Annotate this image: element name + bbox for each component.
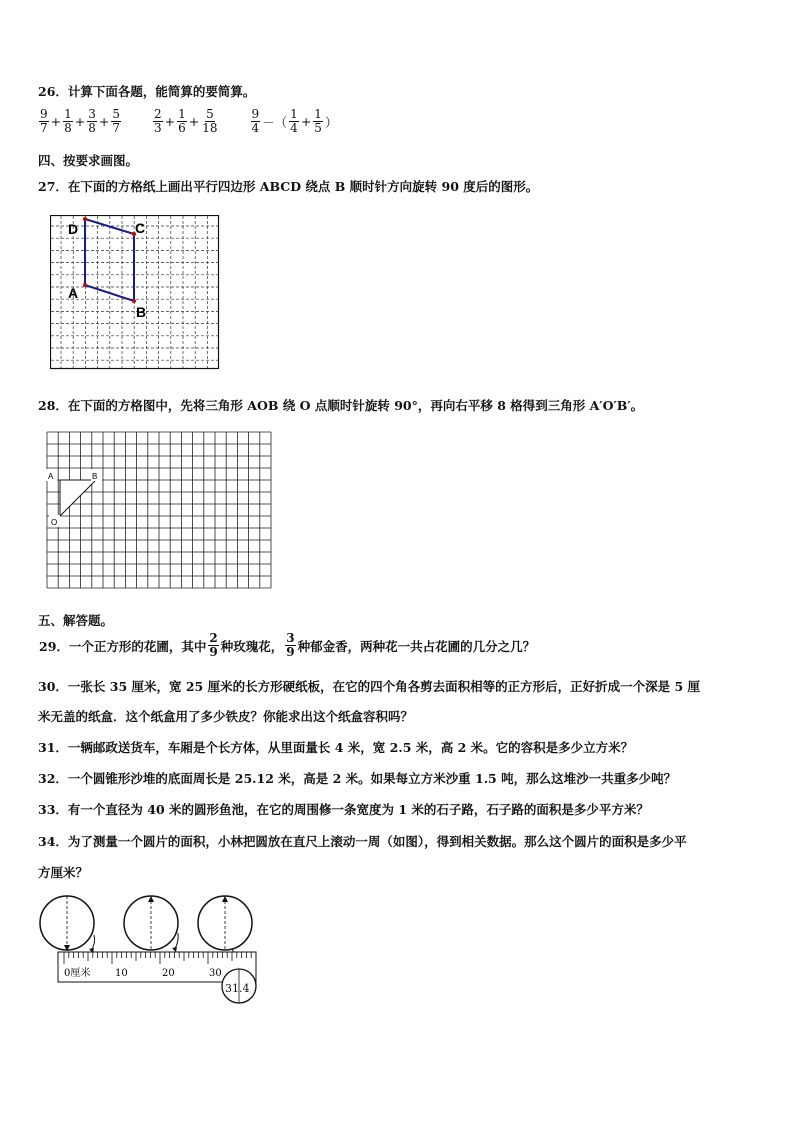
q26-expressions bbox=[38, 106, 364, 135]
section-5-heading: 五、解答题。 bbox=[38, 613, 114, 628]
vertex-label-b: B bbox=[136, 304, 147, 320]
vertex-label-o: O bbox=[51, 518, 58, 527]
vertex-label-a: A bbox=[48, 472, 54, 481]
ruler-label-30: 30 bbox=[209, 968, 222, 979]
ruler-label-20: 20 bbox=[162, 968, 175, 979]
q34-ruler-figure bbox=[36, 893, 266, 1013]
q26-heading: 26．计算下面各题，能简算的要简算。 bbox=[38, 84, 256, 99]
q34-line1: 34．为了测量一个圆片的面积，小林把圆放在直尺上滚动一周（如图），得到相关数据。那么这个圆片的面积是多少平 bbox=[38, 834, 687, 849]
vertex-label-a: A bbox=[68, 285, 79, 301]
q32-text: 32．一个圆锥形沙堆的底面周长是 25.12 米，高是 2 米。如果每立方米沙重 1.5 吨，那么这堆沙一共重多少吨？ bbox=[38, 771, 677, 786]
ruler-end-label: 31.4 bbox=[225, 982, 250, 995]
q31-text: 31．一辆邮政送货车，车厢是个长方体，从里面量长 4 米，宽 2.5 米，高 2 米。它的容积是多少立方米？ bbox=[38, 740, 634, 755]
q34-line2: 方厘米？ bbox=[38, 865, 89, 880]
q28-grid-figure bbox=[45, 431, 273, 589]
section-4-heading: 四、按要求画图。 bbox=[38, 153, 139, 168]
q33-text: 33．有一个直径为 40 米的圆形鱼池，在它的周围修一条宽度为 1 米的石子路，石子路的面积是多少平方米？ bbox=[38, 802, 649, 817]
q30-line2: 米无盖的纸盒．这个纸盒用了多少铁皮？你能求出这个纸盒容积吗？ bbox=[38, 709, 414, 724]
triangle-aob bbox=[60, 480, 96, 516]
vertex-label-c: C bbox=[135, 220, 146, 236]
ruler-label-10: 10 bbox=[115, 968, 128, 979]
q26-expr3: $\frac{9}{4}$ －（ $\frac{1}{4}$ + $\frac{1}{5}$ ） bbox=[251, 107, 338, 135]
q29-text: 29．一个正方形的花圃，其中 $\frac{2}{9}$ 种玫瑰花， $\frac{3}{9}$ 种郁金香，两种花一共占花圃的几分之几？ bbox=[39, 631, 536, 659]
ruler-label-0: 0厘米 bbox=[64, 968, 91, 979]
vertex-label-b: B bbox=[92, 472, 98, 481]
vertex-label-d: D bbox=[68, 221, 79, 237]
q28-text: 28．在下面的方格图中，先将三角形 AOB 绕 O 点顺时针旋转 90°，再向右平移 8 格得到三角形 A′O′B′。 bbox=[38, 398, 644, 413]
q27-text: 27．在下面的方格纸上画出平行四边形 ABCD 绕点 B 顺时针方向旋转 90 度后的图形。 bbox=[38, 179, 539, 194]
q26-expr1: $\frac{9}{7}$ + $\frac{1}{8}$ + $\frac{3}{8}$ + $\frac{5}{7}$ bbox=[40, 107, 121, 135]
q27-grid-figure bbox=[50, 215, 220, 370]
q30-line1: 30．一张长 35 厘米，宽 25 厘米的长方形硬纸板，在它的四个角各剪去面积相等的正方形后，正好折成一个深是 5 厘 bbox=[38, 679, 700, 694]
q26-expr2: $\frac{2}{3}$ + $\frac{1}{6}$ + $\frac{5}{18}$ bbox=[154, 107, 218, 135]
